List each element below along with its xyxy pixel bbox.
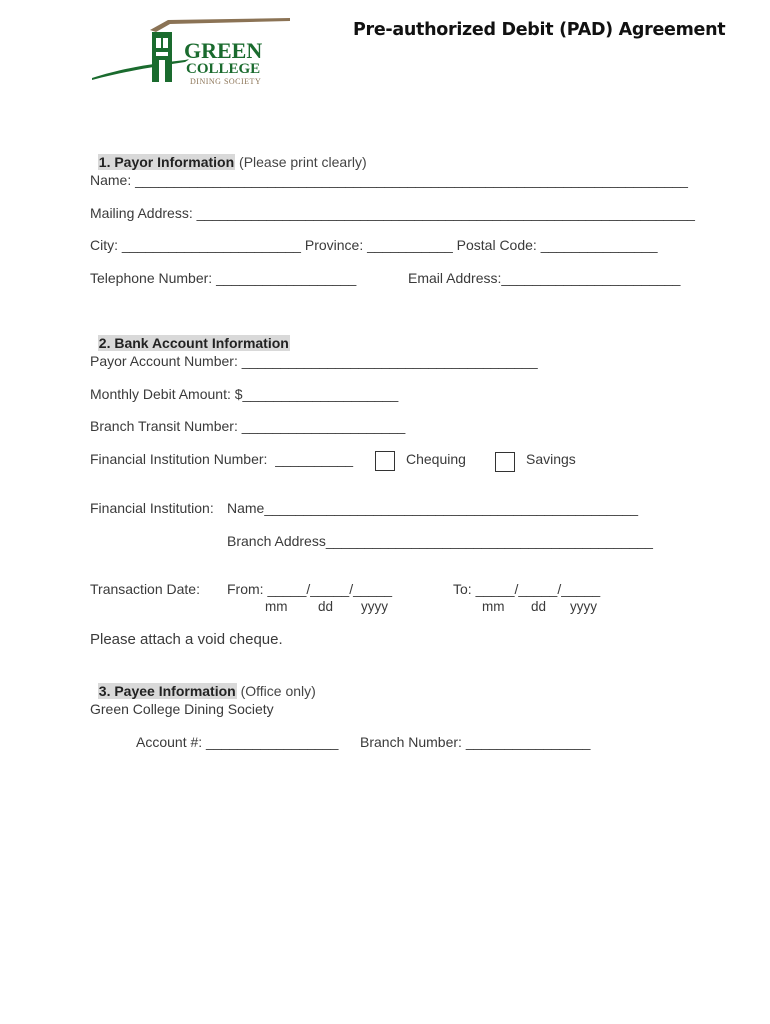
financial-institution-label: Financial Institution: (90, 500, 214, 516)
section3-note: (Office only) (236, 683, 316, 699)
section3-header (90, 667, 316, 699)
chequing-label: Chequing (406, 451, 466, 467)
email-field[interactable]: Email Address:_______________________ (408, 270, 681, 286)
to-yyyy-label: yyyy (570, 599, 597, 614)
section3-heading: 3. Payee Information (98, 683, 236, 699)
logo-line3: DINING SOCIETY (190, 77, 262, 86)
logo-line2: COLLEGE (186, 61, 261, 77)
branch-number-field[interactable]: Branch Number: ________________ (360, 734, 591, 750)
from-yyyy-label: yyyy (361, 599, 388, 614)
mailing-address-field[interactable]: Mailing Address: ________________________________________________________________ (90, 205, 695, 221)
section2-header (90, 319, 290, 351)
telephone-field[interactable]: Telephone Number: __________________ (90, 270, 357, 286)
void-cheque-note: Please attach a void cheque. (90, 631, 283, 648)
transaction-date-label: Transaction Date: (90, 581, 200, 597)
to-mm-label: mm (482, 599, 505, 614)
section1-header (90, 138, 367, 170)
to-dd-label: dd (531, 599, 547, 614)
branch-address-field[interactable]: Branch Address__________________________________________ (227, 533, 653, 549)
logo-roof-icon (150, 18, 290, 32)
financial-institution-number-field[interactable]: Financial Institution Number: __________ (90, 451, 354, 467)
payor-account-field[interactable]: Payor Account Number: ______________________________________ (90, 353, 538, 369)
section1-heading: 1. Payor Information (98, 154, 235, 170)
account-number-field[interactable]: Account #: _________________ (136, 734, 339, 750)
document-title: Pre-authorized Debit (PAD) Agreement (353, 20, 726, 40)
savings-checkbox[interactable] (495, 452, 515, 472)
logo-line1: GREEN (184, 38, 263, 63)
green-college-logo (90, 18, 295, 88)
chequing-checkbox[interactable] (375, 451, 395, 471)
section2-heading: 2. Bank Account Information (98, 335, 289, 351)
from-mm-label: mm (265, 599, 288, 614)
payee-name: Green College Dining Society (90, 701, 274, 717)
financial-institution-name-field[interactable]: Name________________________________________________ (227, 500, 639, 516)
logo-swoosh (92, 59, 189, 80)
name-field[interactable]: Name: _______________________________________________________________________ (90, 172, 688, 188)
from-dd-label: dd (318, 599, 334, 614)
branch-transit-field[interactable]: Branch Transit Number: _____________________ (90, 418, 406, 434)
transaction-from-field[interactable]: From: _____/_____/_____ (227, 581, 393, 597)
section1-note: (Please print clearly) (235, 154, 367, 170)
city-province-postal-field[interactable]: City: _______________________ Province: ___________ Postal Code: _______________ (90, 237, 658, 253)
monthly-debit-field[interactable]: Monthly Debit Amount: $____________________ (90, 386, 399, 402)
transaction-to-field[interactable]: To: _____/_____/_____ (453, 581, 601, 597)
savings-label: Savings (526, 451, 576, 467)
